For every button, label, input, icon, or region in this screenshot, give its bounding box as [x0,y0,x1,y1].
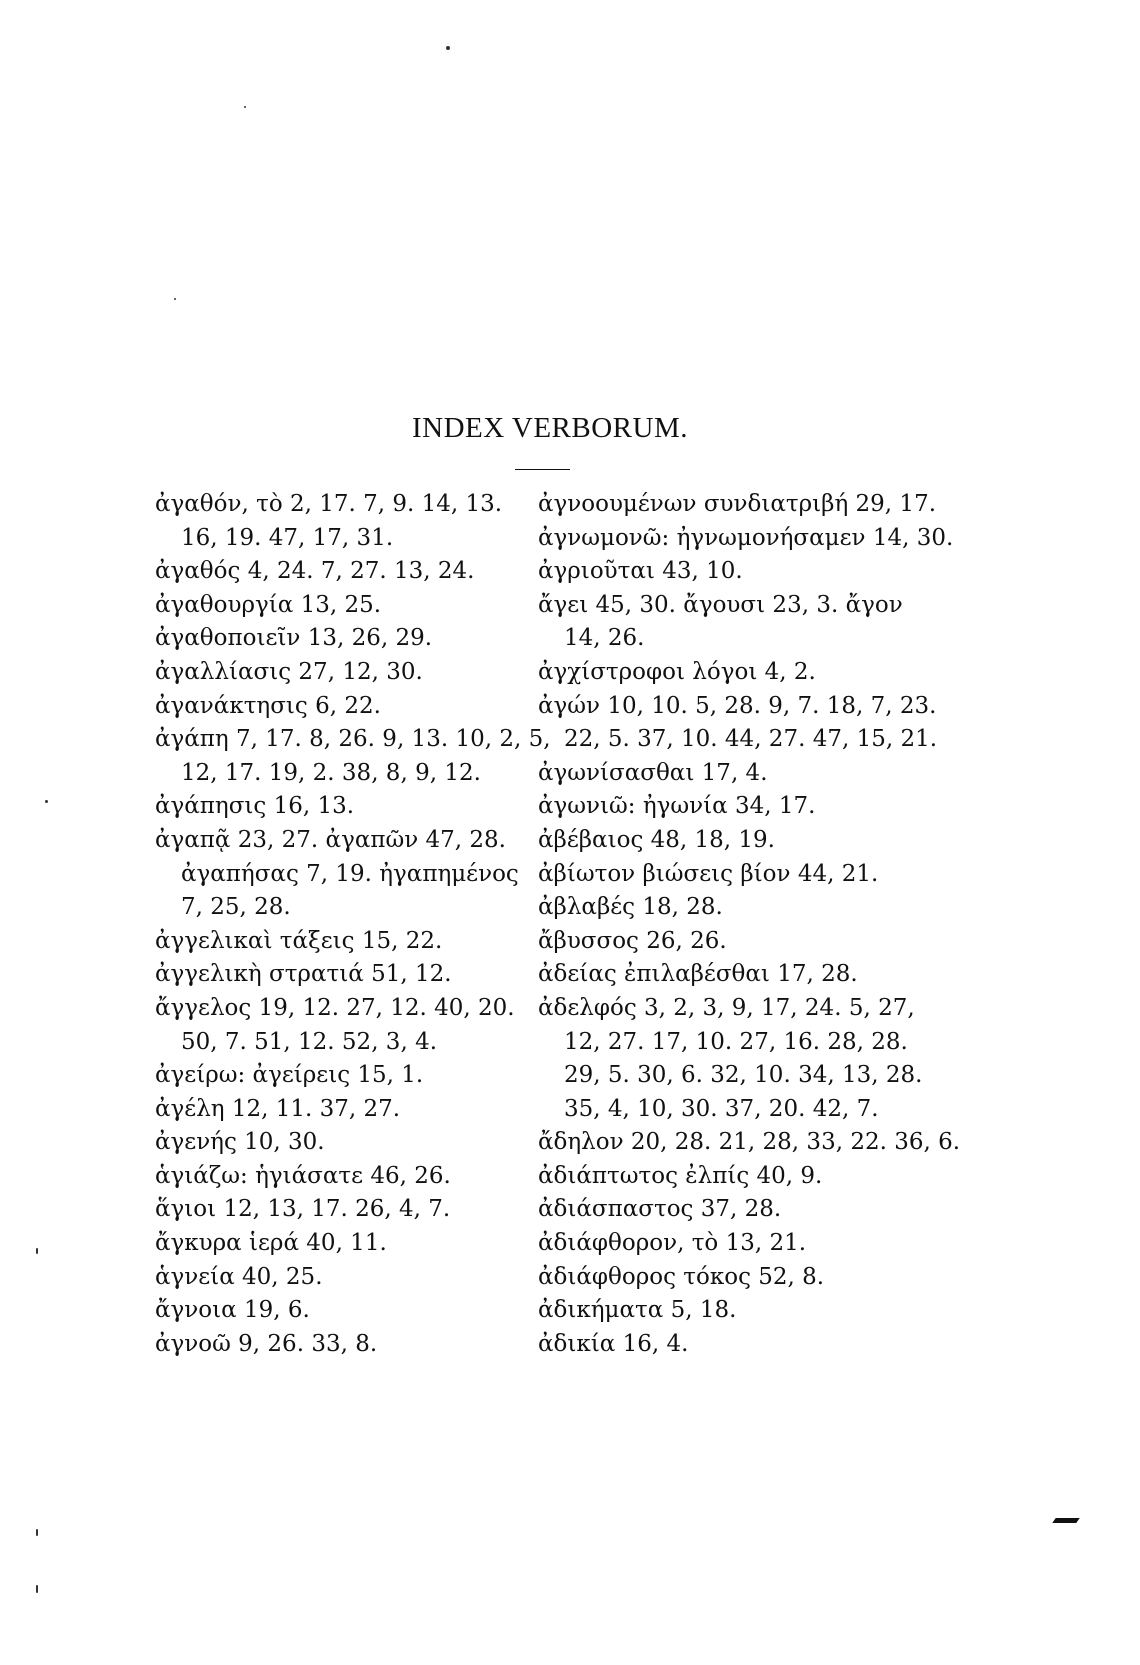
index-entry: ἄδηλον 20, 28. 21, 28, 33, 22. 36, 6. [538,1129,961,1156]
index-entry: ἀβλαβές 18, 28. [538,894,723,921]
index-entry-continuation: 22, 5. 37, 10. 44, 27. 47, 15, 21. [564,726,938,753]
index-entry: ἄγει 45, 30. ἄγουσι 23, 3. ἄγον [538,591,903,618]
index-entry-continuation: 16, 19. 47, 17, 31. [181,524,394,551]
scan-speck [45,800,48,803]
index-entry: ἀδιάπτωτος ἐλπίς 40, 9. [538,1162,823,1189]
index-entry: ἀγαθός 4, 24. 7, 27. 13, 24. [155,558,475,585]
index-entry: ἀδελφός 3, 2, 3, 9, 17, 24. 5, 27, [538,994,915,1021]
scan-mark [1052,1518,1080,1523]
page-title: INDEX VERBORUM. [411,412,689,444]
index-entry: ἀγχίστροφοι λόγοι 4, 2. [538,658,816,685]
index-entry: ἀδικία 16, 4. [538,1330,689,1357]
index-entry: ἁγνεία 40, 25. [155,1263,323,1290]
index-entry: ἀγαλλίασις 27, 12, 30. [155,658,423,685]
index-entry-continuation: 12, 27. 17, 10. 27, 16. 28, 28. [564,1028,908,1055]
index-entry-continuation: 12, 17. 19, 2. 38, 8, 9, 12. [181,759,481,786]
index-entry: ἀδικήματα 5, 18. [538,1297,737,1324]
scan-speck [174,298,176,300]
index-entry-continuation: ἀγαπήσας 7, 19. ἠγαπημένος [181,860,519,887]
index-entry: ἀγάπησις 16, 13. [155,793,355,820]
index-entry: ἀγενής 10, 30. [155,1129,325,1156]
index-entry: ἀγών 10, 10. 5, 28. 9, 7. 18, 7, 23. [538,692,937,719]
index-entry: ἀβέβαιος 48, 18, 19. [538,826,775,853]
index-entry: ἀγνοῶ 9, 26. 33, 8. [155,1330,378,1357]
index-entry: ἀδιάφθορος τόκος 52, 8. [538,1263,825,1290]
index-entry: ἀγαπᾷ 23, 27. ἀγαπῶν 47, 28. [155,826,506,853]
index-entry: ἄγκυρα ἱερά 40, 11. [155,1230,387,1257]
index-entry: ἀγέλη 12, 11. 37, 27. [155,1095,401,1122]
index-entry: ἀδιάφθορον, τὸ 13, 21. [538,1230,807,1257]
index-entry: ἀδιάσπαστος 37, 28. [538,1196,782,1223]
index-column-right [538,488,961,1361]
index-entry: ἄγνοια 19, 6. [155,1297,310,1324]
index-entry: ἀγάπη 7, 17. 8, 26. 9, 13. 10, 2, 5, [155,726,551,753]
scan-speck [36,1585,38,1593]
index-entry: ἀγγελικὴ στρατιά 51, 12. [155,961,452,988]
index-entry-continuation: 7, 25, 28. [181,894,291,921]
index-entry: ἀγριοῦται 43, 10. [538,558,743,585]
index-entry: ἁγιάζω: ἡγιάσατε 46, 26. [155,1162,451,1189]
index-entry: ἀγαθουργία 13, 25. [155,591,382,618]
index-entry: ἀγωνιῶ: ἠγωνία 34, 17. [538,793,816,820]
index-entry-continuation: 29, 5. 30, 6. 32, 10. 34, 13, 28. [564,1062,923,1089]
scan-speck [36,1529,38,1536]
index-entry: ἀγνοουμένων συνδιατριβή 29, 17. [538,491,937,517]
index-entry: ἄβυσσος 26, 26. [538,927,727,954]
scan-speck [244,106,246,108]
index-entry: ἀγαθόν, τὸ 2, 17. 7, 9. 14, 13. [155,491,503,517]
index-entry: ἀγαθοποιεῖν 13, 26, 29. [155,625,433,652]
index-entry: ἀγωνίσασθαι 17, 4. [538,759,768,786]
index-entry: ἀβίωτον βιώσεις βίον 44, 21. [538,860,879,887]
index-column-left [155,488,551,1361]
index-entry: ἀγνωμονῶ: ἠγνωμονήσαμεν 14, 30. [538,524,954,551]
index-entry: ἀγείρω: ἀγείρεις 15, 1. [155,1062,424,1089]
index-entry-continuation: 50, 7. 51, 12. 52, 3, 4. [181,1028,438,1055]
title-rule [515,469,570,470]
index-entry-continuation: 14, 26. [564,625,645,652]
index-entry: ἅγιοι 12, 13, 17. 26, 4, 7. [155,1196,451,1223]
index-entry: ἀγγελικαὶ τάξεις 15, 22. [155,927,443,954]
index-entry-continuation: 35, 4, 10, 30. 37, 20. 42, 7. [564,1095,879,1122]
index-entry: ἀγανάκτησις 6, 22. [155,692,381,719]
scan-speck [36,1248,38,1254]
scan-speck [446,46,450,50]
index-entry: ἀδείας ἐπιλαβέσθαι 17, 28. [538,961,858,988]
index-entry: ἄγγελος 19, 12. 27, 12. 40, 20. [155,994,515,1021]
